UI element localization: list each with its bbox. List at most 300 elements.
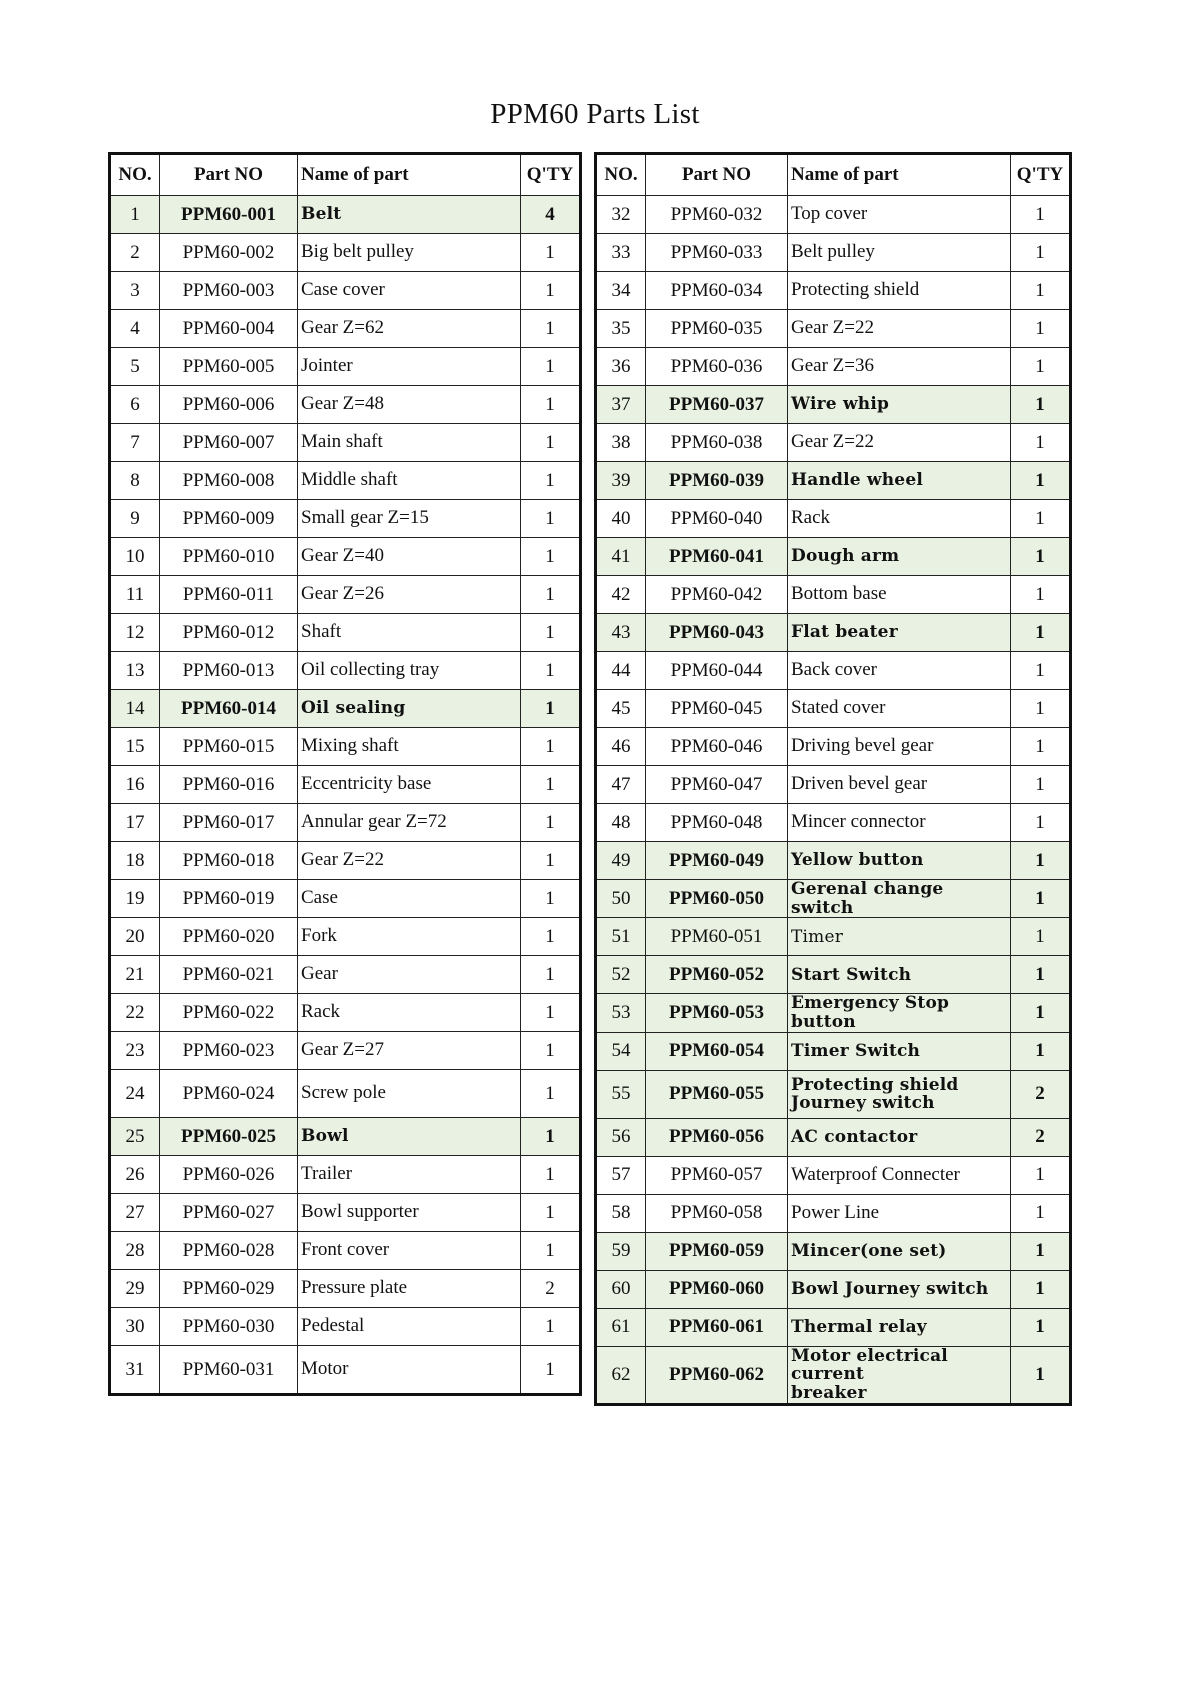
cell-no: 60 [596, 1270, 646, 1308]
cell-part-no: PPM60-033 [646, 234, 788, 272]
cell-name: Gear Z=22 [788, 424, 1011, 462]
cell-part-no: PPM60-025 [160, 1118, 298, 1156]
cell-qty: 1 [521, 310, 581, 348]
header-part-no: Part NO [646, 154, 788, 196]
cell-part-no: PPM60-022 [160, 994, 298, 1032]
cell-name: Bottom base [788, 576, 1011, 614]
cell-qty: 1 [1011, 880, 1071, 918]
cell-name: Mincer(one set) [788, 1232, 1011, 1270]
table-row [110, 386, 581, 424]
cell-name: Case [298, 880, 521, 918]
cell-qty: 1 [521, 690, 581, 728]
cell-part-no: PPM60-009 [160, 500, 298, 538]
cell-name: Wire whip [788, 386, 1011, 424]
table-row [596, 728, 1071, 766]
cell-name: Trailer [298, 1156, 521, 1194]
cell-qty: 1 [521, 234, 581, 272]
table-row [596, 766, 1071, 804]
cell-name: Belt [298, 196, 521, 234]
cell-qty: 1 [521, 272, 581, 310]
cell-qty: 1 [1011, 804, 1071, 842]
table-row [596, 348, 1071, 386]
cell-name: Mixing shaft [298, 728, 521, 766]
table-row [596, 1156, 1071, 1194]
cell-qty: 1 [521, 1156, 581, 1194]
cell-name: Protecting shield [788, 272, 1011, 310]
cell-part-no: PPM60-056 [646, 1118, 788, 1156]
table-row [596, 1270, 1071, 1308]
cell-name: Oil sealing [298, 690, 521, 728]
cell-part-no: PPM60-043 [646, 614, 788, 652]
cell-name: Bowl supporter [298, 1194, 521, 1232]
cell-part-no: PPM60-054 [646, 1032, 788, 1070]
table-row [110, 348, 581, 386]
table-row [110, 1118, 581, 1156]
table-row [110, 652, 581, 690]
cell-no: 52 [596, 956, 646, 994]
cell-no: 41 [596, 538, 646, 576]
cell-name: Handle wheel [788, 462, 1011, 500]
table-row [110, 728, 581, 766]
cell-name: Fork [298, 918, 521, 956]
cell-part-no: PPM60-017 [160, 804, 298, 842]
cell-qty: 2 [1011, 1118, 1071, 1156]
cell-no: 34 [596, 272, 646, 310]
cell-no: 49 [596, 842, 646, 880]
cell-qty: 1 [521, 918, 581, 956]
cell-name: Eccentricity base [298, 766, 521, 804]
table-row [596, 994, 1071, 1032]
table-row [596, 1346, 1071, 1404]
cell-name: Mincer connector [788, 804, 1011, 842]
table-row [110, 994, 581, 1032]
cell-part-no: PPM60-018 [160, 842, 298, 880]
cell-no: 57 [596, 1156, 646, 1194]
cell-no: 44 [596, 652, 646, 690]
cell-no: 53 [596, 994, 646, 1032]
table-row [110, 842, 581, 880]
cell-qty: 1 [1011, 348, 1071, 386]
cell-qty: 1 [1011, 424, 1071, 462]
cell-name: Gerenal change switch [788, 880, 1011, 918]
table-row [596, 310, 1071, 348]
table-row [596, 234, 1071, 272]
cell-no: 10 [110, 538, 160, 576]
table-row [110, 310, 581, 348]
cell-part-no: PPM60-027 [160, 1194, 298, 1232]
cell-qty: 1 [1011, 576, 1071, 614]
cell-no: 8 [110, 462, 160, 500]
parts-table-right-body [596, 196, 1071, 1405]
header-name: Name of part [788, 154, 1011, 196]
cell-part-no: PPM60-036 [646, 348, 788, 386]
table-row [596, 1194, 1071, 1232]
table-row [110, 956, 581, 994]
cell-no: 33 [596, 234, 646, 272]
cell-name-line: Protecting shield [791, 1074, 959, 1095]
table-row [110, 880, 581, 918]
table-row [110, 1156, 581, 1194]
cell-qty: 1 [521, 956, 581, 994]
cell-no: 23 [110, 1032, 160, 1070]
cell-no: 43 [596, 614, 646, 652]
cell-name: Pedestal [298, 1308, 521, 1346]
cell-part-no: PPM60-023 [160, 1032, 298, 1070]
table-row [596, 386, 1071, 424]
cell-name: Rack [298, 994, 521, 1032]
cell-qty: 1 [521, 1194, 581, 1232]
cell-qty: 1 [1011, 1156, 1071, 1194]
cell-no: 29 [110, 1270, 160, 1308]
cell-name: Waterproof Connecter [788, 1156, 1011, 1194]
cell-name: Gear Z=36 [788, 348, 1011, 386]
cell-no: 35 [596, 310, 646, 348]
cell-no: 61 [596, 1308, 646, 1346]
table-row [110, 1070, 581, 1118]
cell-no: 21 [110, 956, 160, 994]
cell-name: Gear Z=22 [298, 842, 521, 880]
cell-name: Timer [788, 918, 1011, 956]
page-title: PPM60 Parts List [490, 98, 700, 130]
table-row [110, 196, 581, 234]
cell-part-no: PPM60-051 [646, 918, 788, 956]
cell-name: Oil collecting tray [298, 652, 521, 690]
table-row [110, 1032, 581, 1070]
header-part-no: Part NO [160, 154, 298, 196]
cell-part-no: PPM60-003 [160, 272, 298, 310]
table-row [110, 1308, 581, 1346]
table-row [596, 462, 1071, 500]
table-header-row [110, 154, 581, 196]
cell-name: Emergency Stop button [788, 994, 1011, 1032]
cell-no: 28 [110, 1232, 160, 1270]
cell-part-no: PPM60-052 [646, 956, 788, 994]
cell-part-no: PPM60-013 [160, 652, 298, 690]
cell-qty: 1 [1011, 1032, 1071, 1070]
table-row [596, 538, 1071, 576]
table-row [596, 956, 1071, 994]
cell-qty: 1 [1011, 386, 1071, 424]
table-row [110, 1232, 581, 1270]
cell-part-no: PPM60-031 [160, 1346, 298, 1395]
table-row [596, 1232, 1071, 1270]
cell-part-no: PPM60-004 [160, 310, 298, 348]
cell-name: Dough arm [788, 538, 1011, 576]
cell-qty: 1 [1011, 196, 1071, 234]
cell-part-no: PPM60-045 [646, 690, 788, 728]
header-no: NO. [110, 154, 160, 196]
cell-qty: 1 [521, 994, 581, 1032]
cell-no: 4 [110, 310, 160, 348]
cell-part-no: PPM60-002 [160, 234, 298, 272]
cell-name: Case cover [298, 272, 521, 310]
cell-qty: 1 [1011, 310, 1071, 348]
cell-name: Flat beater [788, 614, 1011, 652]
cell-part-no: PPM60-058 [646, 1194, 788, 1232]
table-row [110, 576, 581, 614]
cell-part-no: PPM60-026 [160, 1156, 298, 1194]
parts-table-right [594, 152, 1072, 1406]
cell-no: 19 [110, 880, 160, 918]
cell-name: Jointer [298, 348, 521, 386]
cell-qty: 1 [521, 386, 581, 424]
cell-qty: 1 [1011, 842, 1071, 880]
cell-part-no: PPM60-034 [646, 272, 788, 310]
cell-no: 39 [596, 462, 646, 500]
cell-qty: 1 [1011, 728, 1071, 766]
table-row [596, 500, 1071, 538]
cell-part-no: PPM60-062 [646, 1346, 788, 1404]
cell-qty: 1 [1011, 652, 1071, 690]
cell-qty: 2 [1011, 1070, 1071, 1118]
table-row [596, 1118, 1071, 1156]
cell-part-no: PPM60-016 [160, 766, 298, 804]
cell-name: Rack [788, 500, 1011, 538]
cell-no: 54 [596, 1032, 646, 1070]
cell-name-line: Journey switch [791, 1093, 935, 1114]
cell-no: 30 [110, 1308, 160, 1346]
cell-part-no: PPM60-059 [646, 1232, 788, 1270]
cell-no: 5 [110, 348, 160, 386]
cell-part-no: PPM60-055 [646, 1070, 788, 1118]
cell-part-no: PPM60-008 [160, 462, 298, 500]
table-row [110, 804, 581, 842]
cell-qty: 1 [521, 1032, 581, 1070]
cell-name: Thermal relay [788, 1308, 1011, 1346]
cell-name: Small gear Z=15 [298, 500, 521, 538]
table-row [596, 614, 1071, 652]
cell-part-no: PPM60-032 [646, 196, 788, 234]
cell-name: Shaft [298, 614, 521, 652]
cell-name: Screw pole [298, 1070, 521, 1118]
cell-no: 51 [596, 918, 646, 956]
table-row [110, 690, 581, 728]
table-row [596, 424, 1071, 462]
table-row [110, 500, 581, 538]
cell-qty: 1 [1011, 918, 1071, 956]
cell-qty: 1 [1011, 956, 1071, 994]
cell-no: 47 [596, 766, 646, 804]
table-row [110, 1194, 581, 1232]
cell-name: Gear Z=27 [298, 1032, 521, 1070]
table-row [596, 652, 1071, 690]
cell-qty: 1 [1011, 766, 1071, 804]
cell-part-no: PPM60-012 [160, 614, 298, 652]
cell-part-no: PPM60-010 [160, 538, 298, 576]
cell-qty: 4 [521, 196, 581, 234]
table-row [110, 424, 581, 462]
cell-no: 25 [110, 1118, 160, 1156]
cell-part-no: PPM60-050 [646, 880, 788, 918]
cell-qty: 1 [1011, 614, 1071, 652]
table-row [110, 614, 581, 652]
cell-no: 50 [596, 880, 646, 918]
cell-no: 12 [110, 614, 160, 652]
cell-qty: 1 [521, 500, 581, 538]
cell-no: 45 [596, 690, 646, 728]
table-row [596, 1032, 1071, 1070]
table-row [596, 576, 1071, 614]
cell-no: 7 [110, 424, 160, 462]
cell-name: Bowl Journey switch [788, 1270, 1011, 1308]
cell-no: 16 [110, 766, 160, 804]
cell-part-no: PPM60-024 [160, 1070, 298, 1118]
cell-qty: 1 [521, 1118, 581, 1156]
cell-qty: 1 [1011, 462, 1071, 500]
cell-part-no: PPM60-029 [160, 1270, 298, 1308]
cell-no: 3 [110, 272, 160, 310]
cell-no: 55 [596, 1070, 646, 1118]
cell-no: 37 [596, 386, 646, 424]
cell-part-no: PPM60-057 [646, 1156, 788, 1194]
cell-name: Stated cover [788, 690, 1011, 728]
header-no: NO. [596, 154, 646, 196]
cell-name: Driven bevel gear [788, 766, 1011, 804]
cell-part-no: PPM60-053 [646, 994, 788, 1032]
cell-part-no: PPM60-061 [646, 1308, 788, 1346]
cell-no: 13 [110, 652, 160, 690]
header-qty: Q'TY [521, 154, 581, 196]
cell-part-no: PPM60-030 [160, 1308, 298, 1346]
cell-part-no: PPM60-060 [646, 1270, 788, 1308]
cell-part-no: PPM60-048 [646, 804, 788, 842]
cell-qty: 1 [1011, 1346, 1071, 1404]
cell-part-no: PPM60-001 [160, 196, 298, 234]
cell-name: Pressure plate [298, 1270, 521, 1308]
cell-name: Front cover [298, 1232, 521, 1270]
cell-name: AC contactor [788, 1118, 1011, 1156]
cell-qty: 1 [1011, 690, 1071, 728]
cell-name: Gear Z=26 [298, 576, 521, 614]
cell-qty: 1 [1011, 994, 1071, 1032]
cell-qty: 1 [521, 842, 581, 880]
cell-no: 24 [110, 1070, 160, 1118]
cell-name: Timer Switch [788, 1032, 1011, 1070]
cell-no: 27 [110, 1194, 160, 1232]
cell-qty: 1 [1011, 538, 1071, 576]
cell-part-no: PPM60-005 [160, 348, 298, 386]
cell-qty: 1 [521, 614, 581, 652]
cell-qty: 1 [521, 728, 581, 766]
cell-part-no: PPM60-028 [160, 1232, 298, 1270]
cell-part-no: PPM60-006 [160, 386, 298, 424]
cell-name-line: Motor electrical current [791, 1346, 948, 1385]
table-row [110, 1346, 581, 1395]
cell-qty: 1 [1011, 272, 1071, 310]
header-name: Name of part [298, 154, 521, 196]
table-row [596, 1070, 1071, 1118]
cell-name: Bowl [298, 1118, 521, 1156]
cell-name: Annular gear Z=72 [298, 804, 521, 842]
cell-no: 22 [110, 994, 160, 1032]
cell-part-no: PPM60-047 [646, 766, 788, 804]
table-row [596, 196, 1071, 234]
table-row [596, 918, 1071, 956]
table-row [596, 1308, 1071, 1346]
cell-part-no: PPM60-049 [646, 842, 788, 880]
cell-part-no: PPM60-046 [646, 728, 788, 766]
cell-qty: 1 [1011, 1194, 1071, 1232]
cell-no: 17 [110, 804, 160, 842]
cell-qty: 1 [1011, 1308, 1071, 1346]
cell-name: Middle shaft [298, 462, 521, 500]
cell-name: Motor [298, 1346, 521, 1395]
cell-name: Power Line [788, 1194, 1011, 1232]
cell-part-no: PPM60-019 [160, 880, 298, 918]
cell-part-no: PPM60-039 [646, 462, 788, 500]
cell-part-no: PPM60-015 [160, 728, 298, 766]
cell-part-no: PPM60-044 [646, 652, 788, 690]
cell-part-no: PPM60-040 [646, 500, 788, 538]
table-row [110, 234, 581, 272]
cell-no: 36 [596, 348, 646, 386]
table-row [596, 690, 1071, 728]
cell-qty: 1 [521, 804, 581, 842]
cell-name: Back cover [788, 652, 1011, 690]
cell-qty: 1 [521, 576, 581, 614]
parts-table-left-body [110, 196, 581, 1395]
cell-qty: 1 [521, 462, 581, 500]
cell-part-no: PPM60-042 [646, 576, 788, 614]
cell-qty: 1 [521, 1232, 581, 1270]
cell-qty: 1 [1011, 1270, 1071, 1308]
cell-qty: 1 [521, 538, 581, 576]
cell-name: Yellow button [788, 842, 1011, 880]
cell-part-no: PPM60-041 [646, 538, 788, 576]
cell-name: Belt pulley [788, 234, 1011, 272]
table-row [110, 1270, 581, 1308]
cell-no: 18 [110, 842, 160, 880]
cell-name: Gear Z=62 [298, 310, 521, 348]
cell-qty: 2 [521, 1270, 581, 1308]
table-row [110, 272, 581, 310]
cell-qty: 1 [521, 652, 581, 690]
cell-no: 62 [596, 1346, 646, 1404]
cell-no: 56 [596, 1118, 646, 1156]
table-row [596, 842, 1071, 880]
cell-no: 40 [596, 500, 646, 538]
table-row [110, 538, 581, 576]
cell-no: 26 [110, 1156, 160, 1194]
table-row [596, 804, 1071, 842]
cell-qty: 1 [521, 348, 581, 386]
cell-name: Start Switch [788, 956, 1011, 994]
cell-no: 9 [110, 500, 160, 538]
cell-part-no: PPM60-014 [160, 690, 298, 728]
cell-no: 59 [596, 1232, 646, 1270]
cell-qty: 1 [521, 766, 581, 804]
cell-no: 42 [596, 576, 646, 614]
cell-name: Big belt pulley [298, 234, 521, 272]
cell-part-no: PPM60-007 [160, 424, 298, 462]
table-row [596, 880, 1071, 918]
cell-qty: 1 [1011, 234, 1071, 272]
cell-no: 48 [596, 804, 646, 842]
cell-part-no: PPM60-038 [646, 424, 788, 462]
cell-name-line: breaker [791, 1383, 867, 1404]
table-row [596, 272, 1071, 310]
table-row [110, 918, 581, 956]
cell-qty: 1 [1011, 500, 1071, 538]
cell-no: 32 [596, 196, 646, 234]
cell-name: Driving bevel gear [788, 728, 1011, 766]
cell-no: 11 [110, 576, 160, 614]
cell-no: 38 [596, 424, 646, 462]
cell-no: 46 [596, 728, 646, 766]
cell-name: Gear Z=22 [788, 310, 1011, 348]
cell-no: 20 [110, 918, 160, 956]
cell-name [788, 1070, 1011, 1118]
